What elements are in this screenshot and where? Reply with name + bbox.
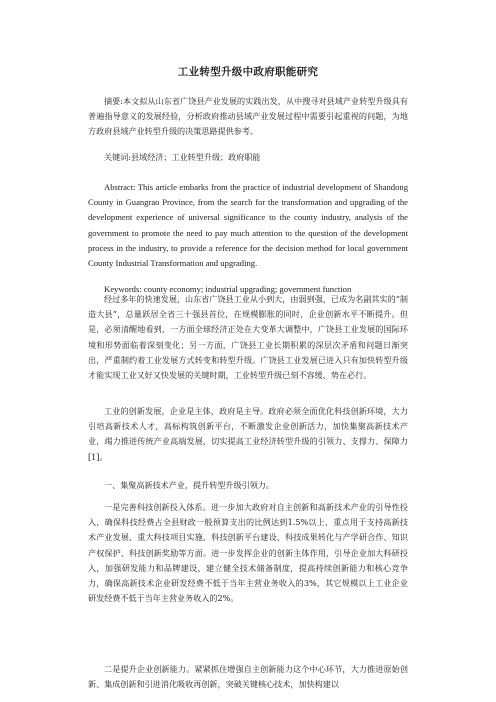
page-title: 工业转型升级中政府职能研究 bbox=[177, 66, 319, 78]
keywords-cn: 关键词:县域经济；工业转型升级；政府职能 bbox=[104, 152, 261, 162]
keywords-en: Keywords: county economy; industrial upgrading; government function bbox=[104, 284, 352, 294]
section-heading-1: 一、集聚高新技术产业，提升转型升级引领力。 bbox=[104, 480, 274, 490]
intro-paragraph: 经过多年的快速发展，山东省广饶县工业从小到大，由弱到强，已成为名副其实的“制造大县”，总量跃居全省三十强县首位，在规模膨胀的同时，企业创新水平不断提升。但是，必须清醒地看到，一方面全球经济正处在大变革大调整中，广饶县工业发展的国际环境和形势面临着深刻变化；另一方面，广饶县工业长期积累的深层次矛盾和问题日渐突出，严重制约着工业发展方式转变和转型升级。广饶县工业发展已进入只有加快转型升级才能实现工业又好又快发展的关键时期，工业转型升级已刻不容缓、势在必行。 bbox=[88, 294, 408, 381]
paragraph-4: 二是提升企业创新能力。紧紧抓住增强自主创新能力这个中心环节，大力推进原始创新、集成创新和引进消化吸收再创新，突破关键核心技术，加快构建以 bbox=[88, 664, 408, 690]
abstract-en: Abstract: This article embarks from the practice of industrial development of Shandong County in Guangrao Province, from the search for the transformation and upgrading of the development experience of universal significance to the county industry, analysis of the government to promote the need to pay much attention to the question of the development process in the industry, to provide a reference for the decision method for local government County Industrial Transformation and upgrading. bbox=[88, 182, 408, 269]
paragraph-3: 一是完善科技创新投入体系。进一步加大政府对自主创新和高新技术产业的引导性投入，确保科技经费占全县财政一般预算支出的比例达到1.5%以上，重点用于支持高新技术产业发展、重大科技项目实施、科技创新平台建设、科技成果转化与产学研合作、知识产权保护、科技创新奖励等方面。进一步发挥企业的创新主体作用，引导企业加大科研投入，加强研发能力和品牌建设，建立健全技术储备制度，提高持续创新能力和核心竞争力，确保高新技术企业研发经费不低于当年主营业务收入的3%，其它规模以上工业企业研发经费不低于当年主营业务收入的2%。 bbox=[88, 502, 408, 604]
abstract-cn: 摘要:本文拟从山东省广饶县产业发展的实践出发，从中搜寻对县域产业转型升级具有普遍指导意义的发展经验，分析政府推动县域产业发展过程中需要引起重视的问题，为地方政府县域产业转型升级的决策思路提供参考。 bbox=[88, 96, 408, 137]
paragraph-2: 工业的创新发展，企业是主体，政府是主导。政府必须全面优化科技创新环境，大力引培高新技术人才，高标构筑创新平台，不断激发企业创新活力，加快集聚高新技术产业，竭力推进传统产业高端发展，切实提高工业经济转型升级的引领力、支撑力、保障力[1]。 bbox=[88, 406, 408, 462]
